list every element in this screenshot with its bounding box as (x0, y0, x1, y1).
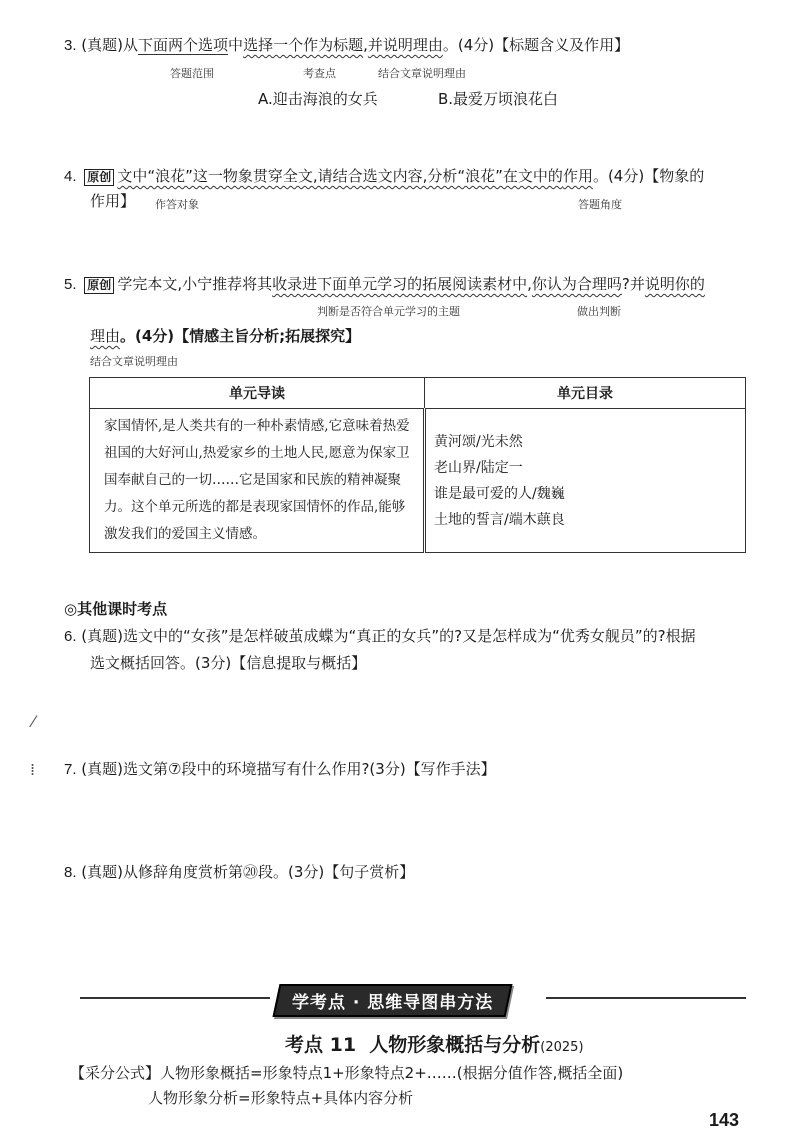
q4-number: 4. (64, 168, 77, 185)
banner-rule-right (546, 997, 746, 999)
q5-note-judge: 判断是否符合单元学习的主题 (317, 305, 460, 318)
unit-intro-text: 家国情怀,是人类共有的一种朴素情感,它意味着热爱祖国的大好河山,热爱家乡的土地人民,愿意为保家卫国奉献自己的一切……它是国家和民族的精神凝聚力。这个单元所选的都是表现家国情怀的作品,能够激发我们的爱国主义情感。 (90, 409, 425, 553)
q5-number: 5. (64, 276, 77, 293)
section-banner (272, 984, 512, 1017)
q7-tag: (真题) (81, 760, 124, 778)
q3-tag: (真题) (81, 36, 124, 54)
scan-mark-slash: ⁄ (32, 712, 35, 731)
q8-number: 8. (64, 864, 77, 881)
q4-text: 文中“浪花”这一物象贯穿全文,请结合选文内容,分析“浪花”在文中的 (117, 167, 563, 185)
q6-line1: 选文中的“女孩”是怎样破茧成蝶为“真正的女兵”的?又是怎样成为“优秀女舰员”的?根据 (123, 627, 696, 645)
q5-line2 (90, 325, 360, 348)
q3-text: 中 (228, 36, 244, 54)
q4-note-angle: 答题角度 (578, 198, 622, 211)
section-banner-text: 学考点 · 思维导图串方法 (292, 993, 494, 1013)
q3-number: 3. (64, 37, 77, 54)
q8-line1: 从修辞角度赏析第⑳段。(3分)【句子赏析】 (123, 863, 415, 881)
q5-text: 学完本文,小宁推荐将其 (117, 275, 273, 293)
question-8 (64, 861, 414, 885)
banner-rule-left (80, 997, 270, 999)
q5-text: , (527, 275, 532, 293)
unit-table-header-intro: 单元导读 (90, 378, 425, 409)
q7-number: 7. (64, 761, 77, 778)
q3-text: 从 (123, 36, 139, 54)
unit-catalog (425, 409, 746, 553)
question-3 (64, 34, 629, 58)
q5-text-collect: 收录进下面单元学习的拓展阅读素材中 (272, 275, 528, 293)
q4-text-role: 作用 (562, 167, 593, 185)
catalog-item: 老山界/陆定一 (434, 459, 523, 476)
q5-text-reason: 理由 (90, 327, 121, 345)
q8-tag: (真题) (81, 863, 124, 881)
q3-text-options: 下面两个选项 (138, 36, 229, 54)
q6-line2: 选文概括回答。(3分)【信息提取与概括】 (90, 654, 367, 672)
q4-original-badge: 原创 (84, 169, 114, 186)
q4-note-object: 作答对象 (155, 198, 199, 211)
formula-line1: 【采分公式】人物形象概括=形象特点1+形象特点2+……(根据分值作答,概括全面) (70, 1064, 624, 1082)
kaodian-title (285, 1030, 584, 1057)
q3-text-reason: 并说明理由 (367, 36, 443, 54)
q5-text-reasonable: 你认为合理吗 (531, 275, 622, 293)
q6-tag: (真题) (81, 627, 124, 645)
kaodian-title-text: 考点 11 人物形象概括与分析 (285, 1034, 541, 1056)
other-section-heading: ◎其他课时考点 (64, 600, 168, 618)
formula-line2: 人物形象分析=形象特点+具体内容分析 (148, 1089, 414, 1107)
q4-line2: 作用】 (90, 192, 136, 210)
q5-note-combine: 结合文章说明理由 (90, 355, 178, 368)
q5-note-decide: 做出判断 (577, 305, 621, 318)
q3-note-reason: 结合文章说明理由 (378, 67, 466, 80)
page-number: 143 (709, 1110, 740, 1130)
catalog-item: 黄河颂/光未然 (434, 433, 523, 450)
catalog-item: 谁是最可爱的人/魏巍 (434, 485, 565, 502)
question-5 (64, 273, 705, 297)
q3-text: , (363, 36, 368, 54)
q4-text-score: 。(4分)【物象的 (592, 167, 705, 185)
q3-note-scope: 答题范围 (170, 67, 214, 80)
question-4 (64, 165, 704, 189)
q5-text-explain: 说明你的 (644, 275, 705, 293)
kaodian-year: (2025) (540, 1040, 584, 1055)
q3-note-point: 考查点 (303, 67, 336, 80)
q3-text-choose: 选择一个作为标题 (243, 36, 364, 54)
unit-table (89, 377, 746, 553)
q3-option-b: B.最爱万顷浪花白 (438, 90, 559, 108)
catalog-item: 土地的誓言/端木蕻良 (434, 511, 565, 528)
q5-text-score: 。(4分)【情感主旨分析;拓展探究】 (120, 327, 361, 345)
q3-option-a: A.迎击海浪的女兵 (258, 90, 378, 108)
scan-mark-bars: ⁞ (30, 760, 36, 779)
q6-number: 6. (64, 628, 77, 645)
question-7 (64, 758, 496, 782)
question-6 (64, 625, 696, 649)
q5-text: ?并 (621, 275, 645, 293)
q5-original-badge: 原创 (84, 277, 114, 294)
unit-table-header-catalog: 单元目录 (425, 378, 746, 409)
q3-text-score: 。(4分)【标题含义及作用】 (442, 36, 630, 54)
q7-line1: 选文第⑦段中的环境描写有什么作用?(3分)【写作手法】 (123, 760, 496, 778)
